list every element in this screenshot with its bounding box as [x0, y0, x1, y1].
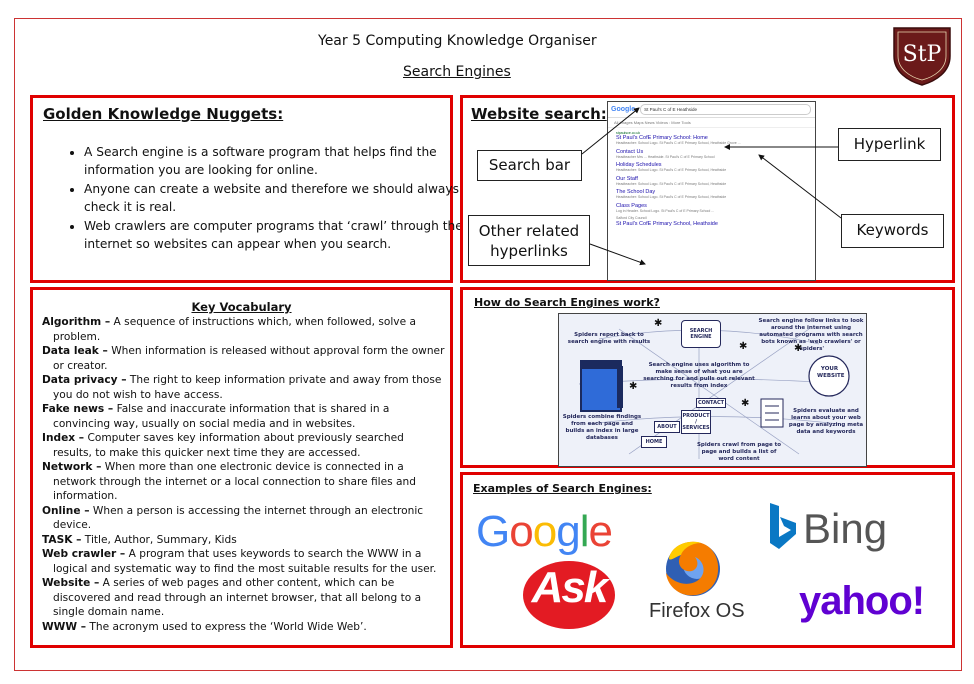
spider-icon: ✱ — [629, 381, 638, 392]
mock-result-title: Holiday Schedules — [616, 162, 662, 168]
mock-result-snippet: Headteacher: School Logo. St Paul's C of E Primary School, Heathside — [616, 168, 727, 172]
key-vocabulary-heading: Key Vocabulary — [191, 300, 292, 314]
bing-logo-icon — [767, 501, 797, 553]
arrow-search-bar — [582, 108, 639, 154]
mock-result-title: Class Pages — [616, 202, 647, 209]
mock-result-title: St Paul's CofE Primary School, Heathside — [616, 220, 718, 227]
page-home: HOME — [641, 436, 667, 448]
vocab-term: WWW – — [42, 620, 87, 633]
golden-nuggets-panel — [30, 95, 463, 283]
vocab-definition: A program that uses keywords to search the WWW in a logical and systematic way to find the most suitable results for the user. — [53, 548, 437, 575]
vocab-definition: Title, Author, Summary, Kids — [81, 533, 237, 546]
firefox-logo-text: Firefox OS — [649, 600, 745, 622]
mock-result-snippet: Headteacher: School Logo. St Paul's C of E Primary School, Heathside — [616, 181, 727, 186]
spider-icon: ✱ — [739, 341, 748, 352]
vocab-definition: False and inaccurate information that is shared in a convincing way, usually on social media and in websites. — [53, 403, 390, 430]
google-logo: Google — [476, 507, 612, 556]
diagram-text-evaluate: Spiders evaluate and learns about your web page by analyzing meta data and keywords — [788, 408, 864, 435]
mock-tabs: All Images Maps News Videos : More Tools — [608, 118, 815, 128]
crest-letters: StP — [902, 42, 942, 67]
firefox-logo-icon — [661, 537, 725, 599]
document-title: Year 5 Computing Knowledge Organiser — [318, 33, 597, 49]
callout-hyperlink: Hyperlink — [838, 128, 941, 161]
how-search-engines-work-heading: How do Search Engines work? — [474, 296, 660, 309]
vocab-entry — [42, 620, 446, 635]
nugget-item: • Web crawlers are computer programs that ‘crawl’ through the internet so websites can appear when you search. — [84, 217, 469, 253]
callout-search-bar: Search bar — [477, 150, 582, 181]
mock-result-snippet: Headteacher Mrs ... Heathside. St Paul's C of E Primary School — [616, 154, 715, 159]
examples-panel — [460, 472, 955, 648]
vocab-entry — [42, 547, 446, 576]
vocab-term: Website – — [42, 577, 100, 589]
vocab-entry — [42, 460, 446, 504]
vocab-definition: A series of web pages and other content, which can be discovered and read through an internet browser, that all belong to a single domain name. — [53, 577, 422, 618]
vocab-entry — [42, 344, 446, 373]
vocab-term: Fake news – — [42, 403, 114, 415]
vocab-term: Algorithm – — [42, 316, 111, 328]
nugget-item: • Anyone can create a website and therefore we should always check it is real. — [84, 180, 469, 216]
mock-result-title: Our Staff — [616, 175, 638, 182]
school-crest-logo — [890, 26, 954, 86]
golden-nuggets-heading: Golden Knowledge Nuggets: — [43, 105, 284, 123]
vocab-entry — [42, 533, 446, 548]
how-search-engines-work-panel — [460, 287, 955, 468]
diagram-text-report: Spiders report back to search engine with results — [567, 332, 651, 345]
mock-result-snippet: Headteacher: School Logo. St Paul's C of E Primary School, Heathside — [616, 195, 727, 199]
vocab-term: TASK – — [42, 533, 82, 546]
vocab-entry — [42, 373, 446, 402]
vocab-term: Data privacy – — [42, 374, 127, 386]
spider-icon: ✱ — [741, 398, 750, 409]
page-contact: CONTACT — [697, 400, 725, 406]
vocab-definition: When a person is accessing the internet through an electronic device. — [53, 504, 424, 531]
website-search-panel — [460, 95, 955, 283]
vocab-term: Network – — [42, 461, 102, 473]
vocab-entry — [42, 504, 446, 533]
arrow-keywords — [759, 155, 841, 218]
mock-result-title: St Paul's CofE Primary School: Home — [616, 135, 708, 141]
ask-logo-text: Ask — [531, 563, 607, 612]
callout-other-hyperlinks: Other related hyperlinks — [468, 215, 590, 266]
mock-result-snippet: Log in Header. School Logo. St Paul's C of E Primary School ... — [616, 208, 715, 213]
key-vocabulary-panel — [30, 287, 453, 648]
vocab-definition: Computer saves key information about previously searched results, to make this quicker next time they are accessed. — [53, 432, 404, 459]
mock-result-url: stpaulsce.co.uk — [616, 131, 641, 135]
vocab-definition: A sequence of instructions which, when followed, solve a problem. — [53, 316, 416, 343]
mock-result-title: Contact Us — [616, 148, 644, 155]
vocab-definition: When information is released without approval form the owner or creator. — [53, 345, 445, 372]
vocab-definition: The right to keep information private and away from those you do not wish to have access. — [53, 374, 442, 401]
diagram-text-algorithm: Search engine uses algorithm to make sense of what you are searching for and pulls out relevant results from index — [643, 362, 755, 389]
vocab-term: Index – — [42, 432, 85, 444]
mock-result-url: Salford City Council — [616, 216, 647, 220]
search-engine-diagram — [558, 313, 867, 467]
vocab-term: Online – — [42, 504, 90, 517]
diagram-text-index: Spiders combine findings from each page and builds an index in large databases — [562, 414, 642, 441]
mock-google-logo: Google — [611, 106, 636, 113]
diagram-text-follow-links: Search engine follow links to look around the internet using automated programs with search bots known as 'web crawlers' or 'spiders' — [758, 318, 864, 352]
vocab-entry — [42, 315, 446, 344]
golden-nuggets-list — [61, 143, 469, 254]
page-product-services: PRODUCT / SERVICES — [681, 410, 711, 434]
vocab-definition: When more than one electronic device is connected in a network through the internet or a local connection to share files and information. — [53, 461, 416, 502]
vocab-definition: The acronym used to express the ‘World Wide Web’. — [86, 620, 367, 633]
nugget-item: • A Search engine is a software program that helps find the information you are looking for online. — [84, 143, 469, 179]
vocab-entry — [42, 576, 446, 620]
search-engine-box: SEARCH ENGINE — [681, 320, 721, 348]
mock-result-title: The School Day — [616, 189, 656, 195]
examples-heading: Examples of Search Engines: — [473, 482, 652, 495]
bing-logo-text: Bing — [803, 505, 888, 552]
arrow-other-hyperlinks — [590, 244, 645, 264]
your-website-label: YOUR WEBSITE — [817, 366, 845, 379]
page-about: ABOUT — [654, 421, 680, 433]
vocab-term: Data leak – — [42, 345, 108, 357]
website-search-heading: Website search: — [471, 105, 607, 123]
spider-icon: ✱ — [654, 318, 663, 329]
mock-result-snippet: Headteacher: School Logo. St Paul's C of E Primary School, Heathside Grove ... — [616, 141, 741, 145]
spider-icon: ✱ — [794, 343, 803, 354]
yahoo-logo-text: yahoo! — [799, 579, 925, 623]
vocab-entry — [42, 402, 446, 431]
vocab-term: Web crawler – — [42, 548, 126, 560]
document-subtitle: Search Engines — [403, 64, 511, 80]
mock-search-query: St Paul's C of E Heathside — [640, 104, 811, 115]
callout-keywords: Keywords — [841, 214, 944, 248]
vocabulary-list — [42, 315, 446, 634]
vocab-entry — [42, 431, 446, 460]
diagram-text-crawl: Spiders crawl from page to page and builds a list of word content — [696, 442, 782, 462]
